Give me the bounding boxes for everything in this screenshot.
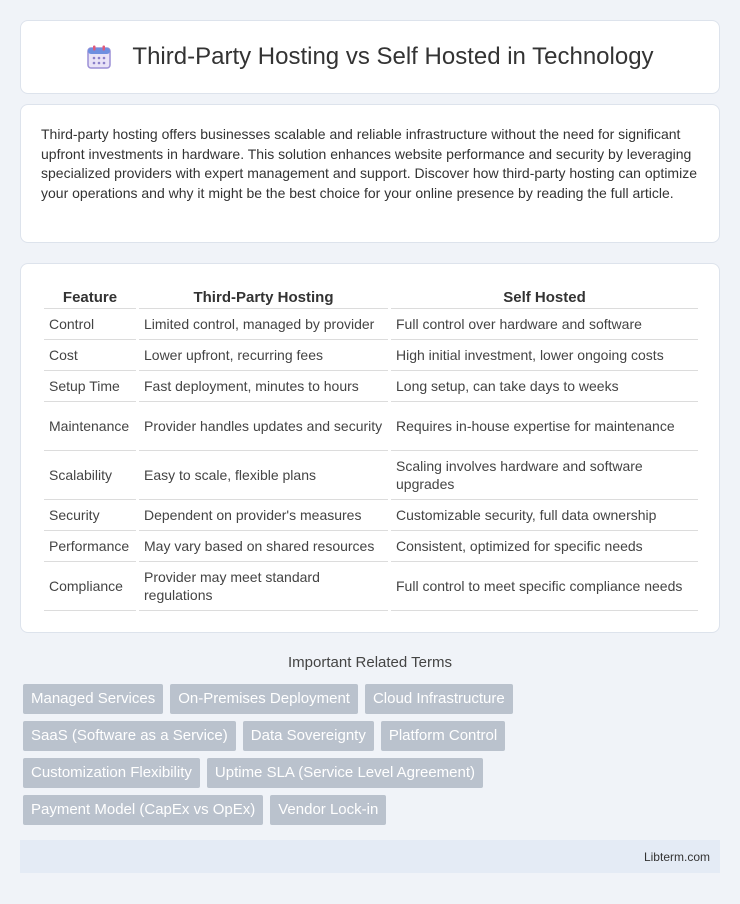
- table-header-row: [44, 284, 698, 309]
- term-tag-saas[interactable]: SaaS (Software as a Service): [23, 721, 236, 751]
- term-row: [23, 721, 723, 751]
- third-party-cell: May vary based on shared resources: [139, 531, 388, 562]
- intro-text: Third-party hosting offers businesses scalable and reliable infrastructure without the need for significant upfront investments in hardware. This solution enhances website performance and security by leveraging specialized providers with expert management and support. Discover how third-party hosting can optimize your operations and why it might be the best choice for your online presence by reading the full article.: [41, 126, 697, 201]
- self-hosted-cell: Scaling involves hardware and software upgrades: [391, 451, 698, 500]
- term-tag-data-sovereignty[interactable]: Data Sovereignty: [243, 721, 374, 751]
- feature-cell: Scalability: [44, 451, 136, 500]
- feature-cell: Compliance: [44, 562, 136, 611]
- third-party-cell: Dependent on provider's measures: [139, 500, 388, 531]
- third-party-cell: Lower upfront, recurring fees: [139, 340, 388, 371]
- related-terms: [23, 684, 723, 832]
- table-row: [44, 371, 698, 402]
- self-hosted-cell: Full control over hardware and software: [391, 309, 698, 340]
- table-row: [44, 451, 698, 500]
- table-row: [44, 309, 698, 340]
- table-row: [44, 500, 698, 531]
- header-self-hosted: Self Hosted: [391, 284, 698, 309]
- self-hosted-cell: High initial investment, lower ongoing costs: [391, 340, 698, 371]
- feature-cell: Setup Time: [44, 371, 136, 402]
- header-third-party: Third-Party Hosting: [139, 284, 388, 309]
- term-tag-managed-services[interactable]: Managed Services: [23, 684, 163, 714]
- table-row: [44, 340, 698, 371]
- third-party-cell: Provider may meet standard regulations: [139, 562, 388, 611]
- term-row: [23, 795, 723, 825]
- third-party-cell: Easy to scale, flexible plans: [139, 451, 388, 500]
- term-row: [23, 758, 723, 788]
- third-party-cell: Limited control, managed by provider: [139, 309, 388, 340]
- feature-cell: Maintenance: [44, 402, 136, 451]
- table-card: [20, 263, 720, 633]
- terms-heading: Important Related Terms: [288, 654, 452, 671]
- feature-cell: Control: [44, 309, 136, 340]
- self-hosted-cell: Requires in-house expertise for maintenance: [391, 402, 698, 451]
- term-tag-payment-model[interactable]: Payment Model (CapEx vs OpEx): [23, 795, 263, 825]
- title-wrap: [86, 43, 653, 71]
- term-tag-vendor-lock-in[interactable]: Vendor Lock-in: [270, 795, 386, 825]
- feature-cell: Security: [44, 500, 136, 531]
- self-hosted-cell: Long setup, can take days to weeks: [391, 371, 698, 402]
- third-party-cell: Fast deployment, minutes to hours: [139, 371, 388, 402]
- page-title: Third-Party Hosting vs Self Hosted in Technology: [132, 43, 654, 70]
- table-row: [44, 562, 698, 611]
- calendar-icon: [86, 44, 112, 70]
- self-hosted-cell: Customizable security, full data ownership: [391, 500, 698, 531]
- header-feature: Feature: [44, 284, 136, 309]
- term-tag-platform-control[interactable]: Platform Control: [381, 721, 505, 751]
- term-tag-uptime-sla[interactable]: Uptime SLA (Service Level Agreement): [207, 758, 483, 788]
- term-row: [23, 684, 723, 714]
- self-hosted-cell: Full control to meet specific compliance needs: [391, 562, 698, 611]
- table-row: [44, 402, 698, 451]
- header-card: [20, 20, 720, 94]
- footer-site-link[interactable]: Libterm.com: [643, 849, 710, 864]
- feature-cell: Cost: [44, 340, 136, 371]
- third-party-cell: Provider handles updates and security: [139, 402, 388, 451]
- intro-card: [20, 104, 720, 243]
- term-tag-customization-flexibility[interactable]: Customization Flexibility: [23, 758, 200, 788]
- term-tag-cloud-infrastructure[interactable]: Cloud Infrastructure: [365, 684, 513, 714]
- table-row: [44, 531, 698, 562]
- footer: [20, 840, 720, 873]
- feature-cell: Performance: [44, 531, 136, 562]
- comparison-table: [41, 284, 701, 611]
- self-hosted-cell: Consistent, optimized for specific needs: [391, 531, 698, 562]
- term-tag-on-premises-deployment[interactable]: On-Premises Deployment: [170, 684, 358, 714]
